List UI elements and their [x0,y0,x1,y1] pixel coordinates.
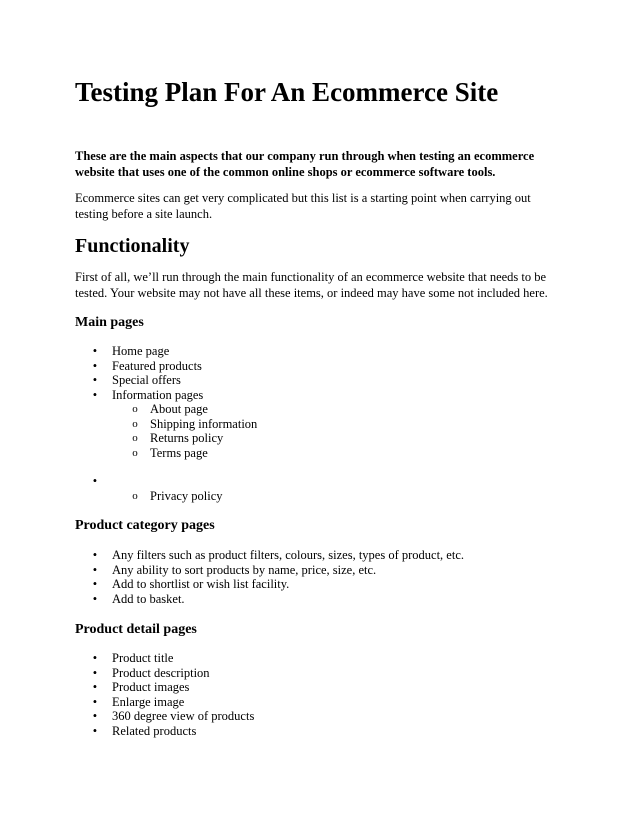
bullet-icon: • [92,680,98,694]
list-item-label: Enlarge image [112,694,185,709]
list-item [90,344,257,359]
list-item [90,724,254,739]
list-item [90,695,254,710]
bullet-icon: • [92,373,98,387]
list-item [90,563,464,578]
page-title: Testing Plan For An Ecommerce Site [75,77,499,107]
sub-bullet-icon: o [132,403,138,415]
bullet-icon: • [92,665,98,680]
list-item-label: Add to shortlist or wish list facility. [112,577,290,591]
list-item-label: Product description [112,665,210,680]
product-category-heading: Product category pages [75,518,215,533]
list-item-label: 360 degree view of products [112,709,255,723]
list-item [90,709,254,724]
sub-list-item [90,402,257,417]
sub-list-item-label: About page [150,402,208,416]
information-pages-sublist [90,402,257,460]
intro-paragraph: Ecommerce sites can get very complicated but this list is a starting point when carrying out testing before a site launch. [75,191,531,221]
list-item-label: Add to basket. [112,591,185,606]
list-item [90,548,464,563]
product-detail-list [90,651,254,738]
list-item [90,651,254,666]
sub-list-container [90,402,257,460]
list-item [90,666,254,681]
bullet-icon: • [92,562,98,577]
list-item [90,680,254,695]
sub-list-item-label: Returns policy [150,431,224,445]
list-item-label: Any ability to sort products by name, price, size, etc. [112,562,377,577]
sub-bullet-icon: o [132,446,138,459]
bullet-icon: • [92,577,98,591]
list-item [90,359,257,374]
functionality-heading: Functionality [75,235,190,257]
bullet-icon: • [92,694,98,709]
sub-list-container [90,489,257,504]
sub-list-item [90,446,257,461]
sub-bullet-icon: o [132,489,138,502]
bullet-icon: • [92,651,98,665]
list-item-label: Any filters such as product filters, colours, sizes, types of product, etc. [112,548,464,562]
list-item [90,388,257,403]
bullet-icon: • [92,709,98,723]
sub-list-item-label: Terms page [150,445,208,460]
list-item-label: Home page [112,344,170,358]
bullet-icon: • [92,591,98,606]
list-item-label: Product title [112,651,174,665]
main-pages-list [90,344,257,503]
sub-list-item-label: Shipping information [150,416,258,431]
sub-bullet-icon: o [132,417,138,430]
list-item-label: Information pages [112,387,204,402]
list-item [90,592,464,607]
list-item-label: Related products [112,723,197,738]
bullet-icon: • [92,723,98,738]
bullet-icon: • [92,474,98,488]
empty-list-item [90,474,257,489]
bullet-icon: • [92,358,98,373]
product-detail-heading: Product detail pages [75,622,197,637]
list-item [90,373,257,388]
functionality-paragraph: First of all, we’ll run through the main functionality of an ecommerce website that needs to be tested. Your website may not have all these items, or indeed may have some not included here. [75,270,548,300]
sub-list-item [90,431,257,446]
sub-list-item [90,489,257,504]
list-item [90,577,464,592]
sub-list-item-label: Privacy policy [150,488,223,503]
sub-bullet-icon: o [132,432,138,444]
list-item-label: Featured products [112,358,202,373]
product-category-list [90,548,464,606]
bullet-icon: • [92,344,98,358]
list-item-label: Special offers [112,373,181,387]
extra-sublist [90,489,257,504]
intro-bold-paragraph: These are the main aspects that our company run through when testing an ecommerce website that uses one of the common online shops or ecommerce software tools. [75,149,535,179]
sub-list-item [90,417,257,432]
main-pages-heading: Main pages [75,315,144,330]
list-item-label: Product images [112,680,190,694]
bullet-icon: • [92,548,98,562]
bullet-icon: • [92,387,98,402]
